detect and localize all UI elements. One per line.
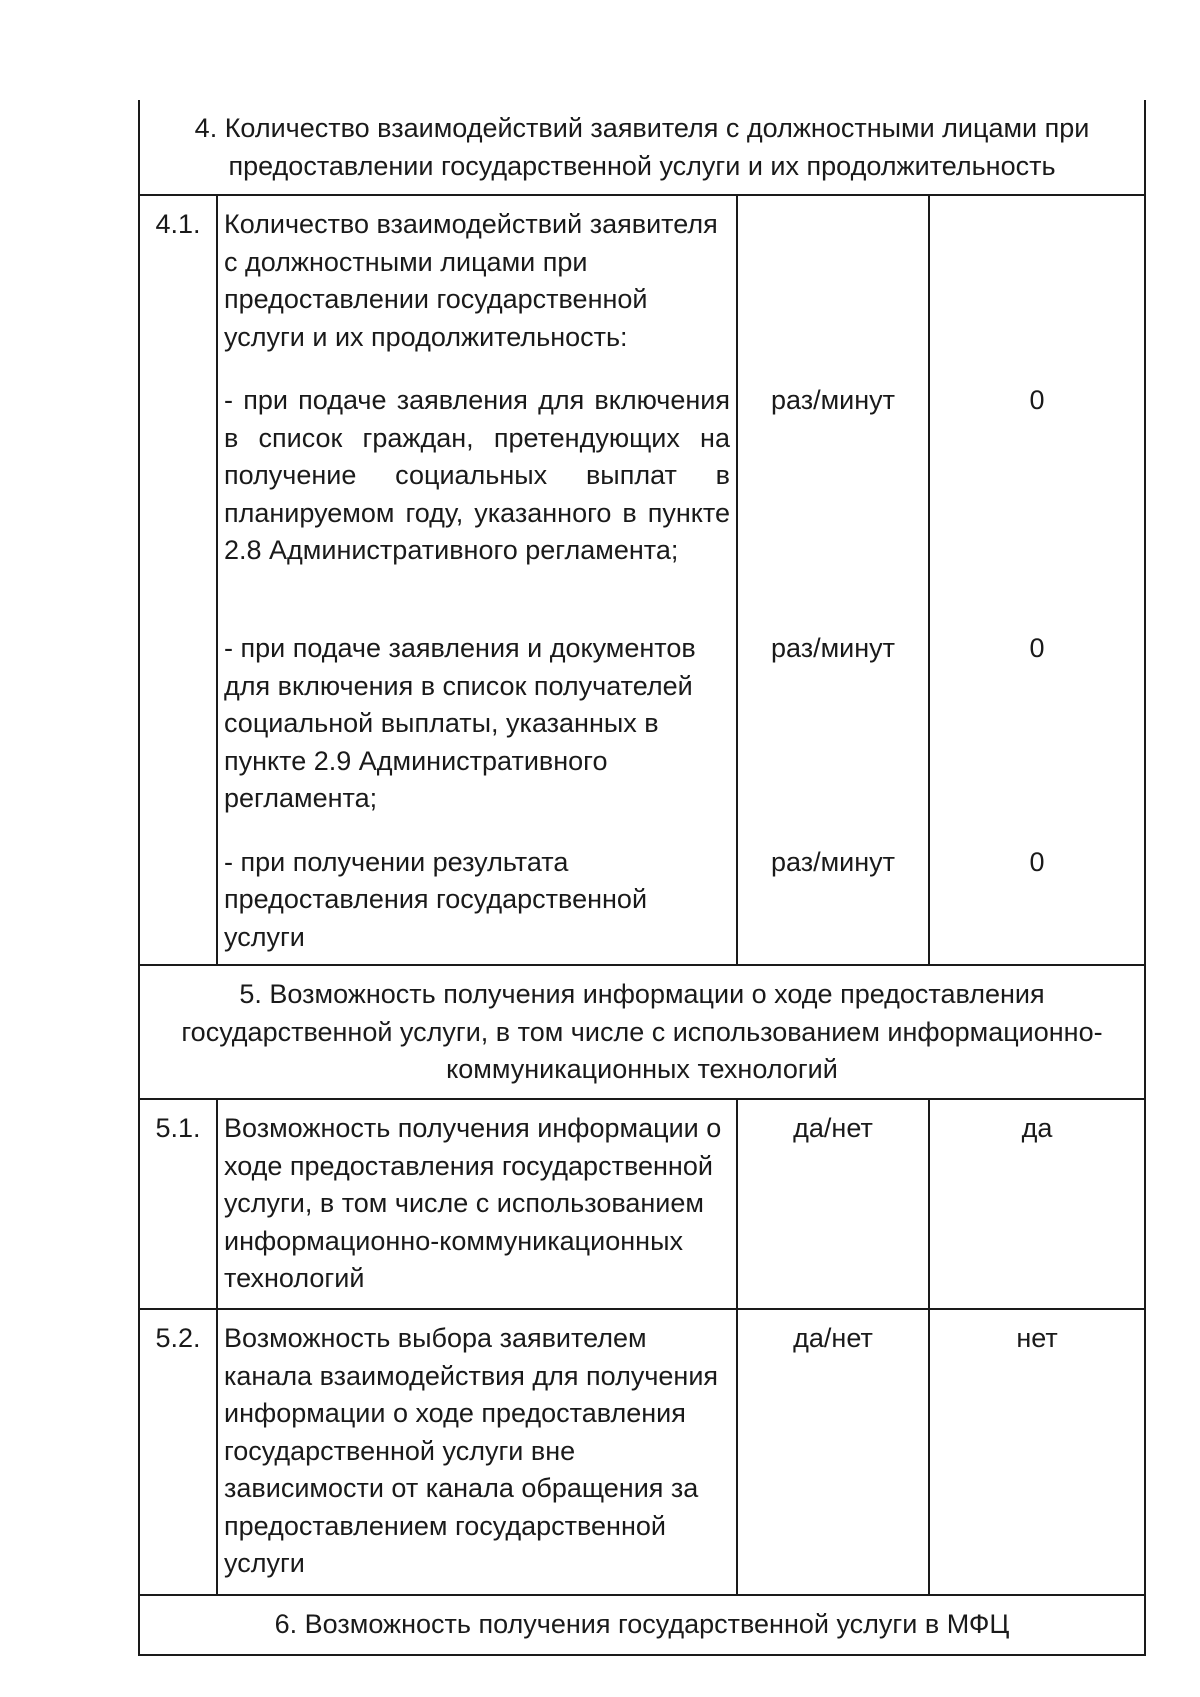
section-title-5: 5. Возможность получения информации о ходе предоставления государственной услуги, в том числе с использованием информационно-коммуникационных технологий (139, 965, 1145, 1099)
section-title-6: 6. Возможность получения государственной услуги в МФЦ (139, 1595, 1145, 1655)
table-subrow-4-1-a (139, 364, 1145, 612)
section-title-4: 4. Количество взаимодействий заявителя с должностными лицами при предоставлении государственной услуги и их продолжительность (139, 100, 1145, 195)
row-unit-4-1-empty (737, 195, 929, 364)
section-row-6 (139, 1595, 1145, 1655)
row-description-5-1: Возможность получения информации о ходе предоставления государственной услуги, в том числе с использованием информационно-коммуникационных технологий (217, 1099, 737, 1309)
table-row-5-1 (139, 1099, 1145, 1309)
subrow-unit-c: раз/минут (737, 826, 929, 966)
table-row-4-1 (139, 195, 1145, 364)
subrow-description-c: - при получении результата предоставления государственной услуги (217, 826, 737, 966)
table-row-5-2 (139, 1309, 1145, 1595)
row-value-5-2: нет (929, 1309, 1145, 1595)
subrow-description-b: - при подаче заявления и документов для включения в список получателей социальной выплаты, указанных в пункте 2.9 Административного регламента; (217, 612, 737, 826)
subrow-value-c: 0 (929, 826, 1145, 966)
section-row-5 (139, 965, 1145, 1099)
row-number-5-2: 5.2. (139, 1309, 217, 1595)
subrow-value-a: 0 (929, 364, 1145, 612)
subrow-unit-b: раз/минут (737, 612, 929, 826)
table-subrow-4-1-c (139, 826, 1145, 966)
row-description-4-1: Количество взаимодействий заявителя с должностными лицами при предоставлении государственной услуги и их продолжительность: (217, 195, 737, 364)
subrow-value-b: 0 (929, 612, 1145, 826)
row-description-5-2: Возможность выбора заявителем канала взаимодействия для получения информации о ходе предоставления государственной услуги вне зависимости от канала обращения за предоставлением государственной услуги (217, 1309, 737, 1595)
table-subrow-4-1-b (139, 612, 1145, 826)
row-unit-5-2: да/нет (737, 1309, 929, 1595)
subrow-description-a: - при подаче заявления для включения в список граждан, претендующих на получение социальных выплат в планируемом году, указанного в пункте 2.8 Административного регламента; (217, 364, 737, 612)
subrow-unit-a: раз/минут (737, 364, 929, 612)
section-row-4 (139, 100, 1145, 195)
row-value-4-1-empty (929, 195, 1145, 364)
indicators-table (138, 100, 1146, 1656)
row-number-4-1: 4.1. (139, 195, 217, 965)
row-number-5-1: 5.1. (139, 1099, 217, 1309)
row-value-5-1: да (929, 1099, 1145, 1309)
row-unit-5-1: да/нет (737, 1099, 929, 1309)
